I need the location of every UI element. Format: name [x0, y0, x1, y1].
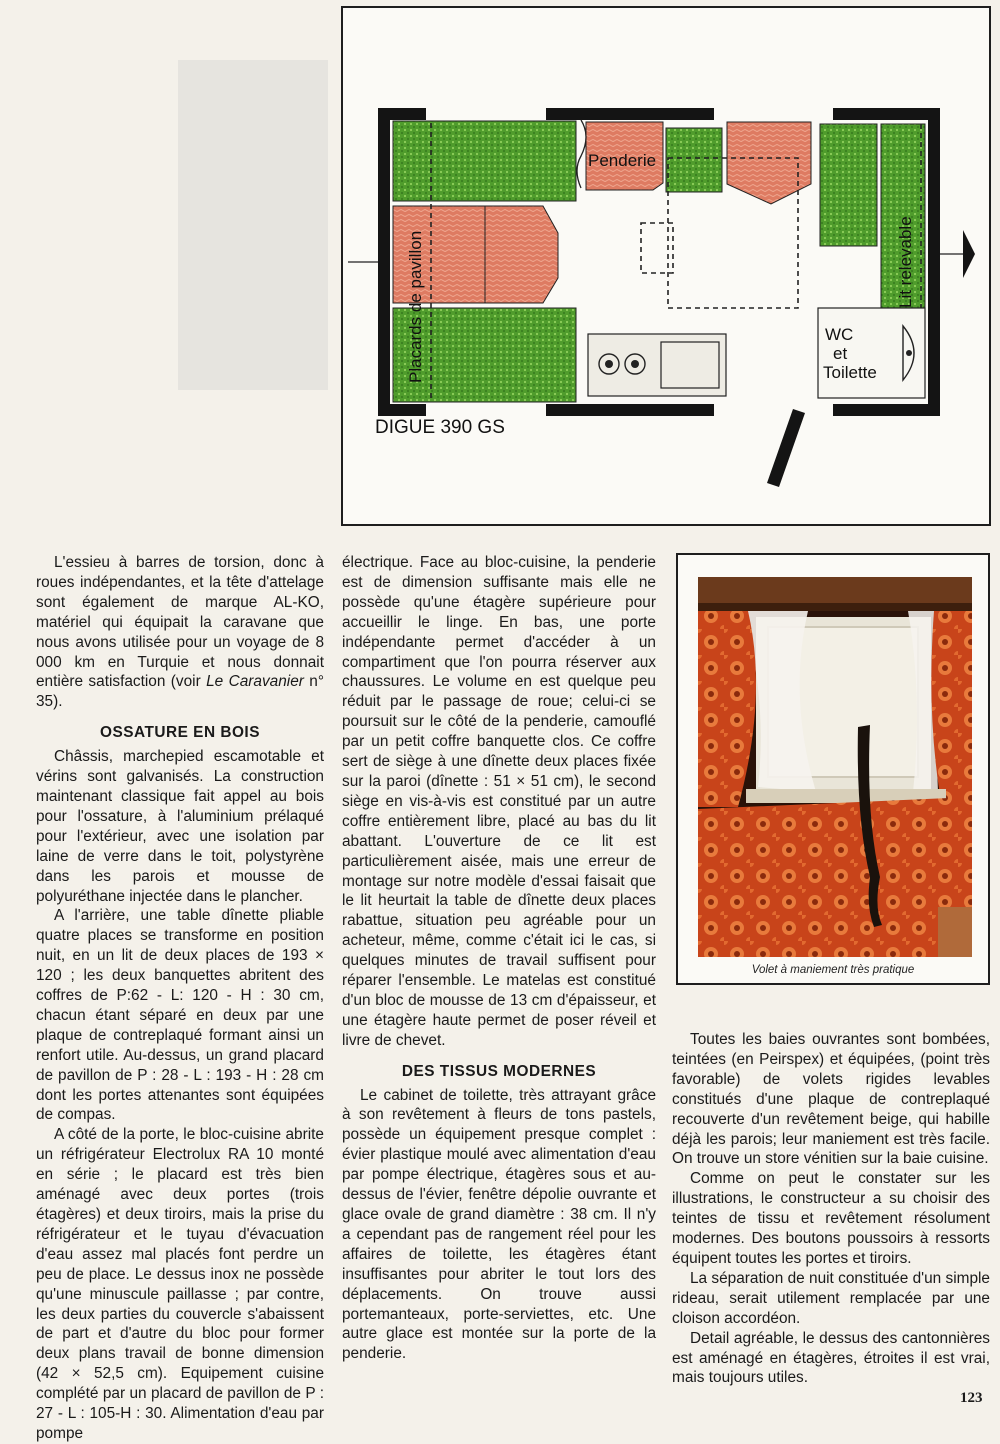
- plan-label-placards: Placards de pavillon: [406, 230, 425, 383]
- plan-label-penderie: Penderie: [588, 151, 657, 170]
- paragraph: A l'arrière, une table dînette pliable quatre places se transforme en position nuit, en un lit de deux places de 193 × 120 ; les deux banquettes abritent des coffres de P:62 - L: 120 - H : 30 cm, chacun étant séparé en deux par une plaque de contreplaqué formant ainsi un renfort utile. Au-dessus, un grand placard de pavillon de P : 28 - L : 193 - H : 28 cm dont les portes attenantes sont équipées de compas.: [36, 907, 324, 1124]
- plan-label-lit: Lit relevable: [896, 216, 915, 308]
- background-ghost-text: [180, 412, 340, 429]
- background-ghost-block: [178, 60, 328, 390]
- text-column-1: [36, 553, 324, 1444]
- kitchen-block: [588, 334, 726, 396]
- page-number: 123: [960, 1390, 983, 1406]
- text-column-3: [672, 1030, 990, 1388]
- paragraph: Comme on peut le constater sur les illustrations, le constructeur a su choisir des teintes de tissu et revêtement résolument modernes. Des boutons poussoirs à ressorts équipent toutes les portes et tiroirs.: [672, 1170, 990, 1267]
- photo-frame: [676, 553, 990, 985]
- plan-label-toilette: Toilette: [823, 363, 877, 382]
- floor-plan-frame: [341, 6, 991, 526]
- plan-label-wc: WC: [825, 325, 854, 344]
- section-heading: DES TISSUS MODERNES: [401, 1062, 597, 1080]
- paragraph: A côté de la porte, le bloc-cuisine abrite un réfrigérateur Electrolux RA 10 monté en série ; le placard est très bien aménagé avec deux portes (trois étagères) et deux tiroirs, mais la prise du réfrigérateur et le tuyau d'évacuation d'eau assez mal placés font perdre un peu de place. Le dessus inox ne possède qu'une minuscule paillasse ; par contre, les deux parties du couvercle s'abaissent de part et d'autre du bloc pour former deux plans travail de bonne dimension (42 × 52,5 cm). Equipement cuisine complété par un placard de pavillon de P : 27 - L : 105-H : 30. Alimentation d'eau par pompe: [36, 1126, 324, 1442]
- paragraph: Le cabinet de toilette, très attrayant grâce à son revêtement à fleurs de tons pastels, possède un équipement presque complet : évier plastique moulé avec alimentation d'eau par pompe électrique, étagères sous et au-dessus de l'évier, fenêtre dépolie ouvrante et glace ovale de grand diamètre : 38 cm. Il n'y a cependant pas de rangement réel pour les affaires de toilette, les étagères étant insuffisantes pour abriter le tout lors des déplacements. On trouve aussi portemanteaux, porte-serviettes, etc. Une autre glace est montée sur la porte de la penderie.: [342, 1086, 656, 1363]
- photo-caption: Volet à maniement très pratique: [751, 964, 915, 976]
- paragraph: L'essieu à barres de torsion, donc à roues indépendantes, et la tête d'attelage sont également de marque AL-KO, matériel qui équipait la caravane que nous avons utilisée pour un voyage de 8 000 km en Turquie et nous donnait entière satisfaction (voir Le Caravanier n° 35).: [36, 554, 325, 711]
- paragraph: La séparation de nuit constituée d'un simple rideau, serait utilement remplacée par une cloison accordéon.: [672, 1269, 990, 1327]
- paragraph: Detail agréable, le dessus des cantonnières est aménagé en étagères, étroites il est vrai, mais toujours utiles.: [672, 1329, 990, 1387]
- plan-label-et: et: [833, 344, 848, 363]
- section-heading: OSSATURE EN BOIS: [100, 724, 260, 742]
- text-column-2: [342, 553, 656, 1364]
- paragraph: électrique. Face au bloc-cuisine, la penderie est de dimension suffisante mais elle ne possède qu'une étagère supérieure pour accueillir le linge. En bas, une porte indépendante permet d'accéder à un compartiment que l'on pourra réserver aux chaussures. Le volume en est quelque peu réduit par le passage de roue; celui-ci se poursuit sur le côté de la penderie, camouflé par un petit coffre banquette clos. Ce coffre sert de siège à une dînette deux places fixée sur la paroi (dînette : 51 × 51 cm), le second siège en vis-à-vis est constitué par un autre coffre entièrement libre, placé au bas du lit abattant. L'ouverture de ce lit est particulièrement aisée, mais une erreur de montage sur notre modèle d'essai faisait que le lit heurtait la table de dînette deux places rabattue, situation peu agréable pour un acheteur, même, comme c'était ici le cas, si quelques minutes de travail suffisent pour réparer l'ensemble. Le matelas est constitué d'un bloc de mousse de 13 cm d'épaisseur, et une étagère haute permet de poser réveil et livre de chevet.: [342, 554, 656, 1049]
- paragraph: Toutes les baies ouvrantes sont bombées, teintées (en Peirspex) et équipées, (point très favorable) de volets rigides levables constitués d'une plaque de contreplaqué recouverte d'un revêtement beige, qui habille déjà les parois; leur maniement est très facile. On trouve un store vénitien sur la baie cuisine.: [672, 1031, 990, 1168]
- magazine-reference: Le Caravanier: [206, 673, 304, 691]
- window-shutter-photo: [698, 577, 972, 957]
- plan-title: DIGUE 390 GS: [375, 417, 505, 438]
- floor-plan-diagram: [343, 8, 989, 524]
- paragraph: Châssis, marchepied escamotable et vérins sont galvanisés. La construction maintenant classique fait appel au bois pour l'ossature, à l'aluminium prélaqué pour l'extérieur, avec une isolation par laine de verre dans le toit, polystyrène dans les parois et mousse de polyuréthane injectée dans le plancher.: [36, 748, 324, 905]
